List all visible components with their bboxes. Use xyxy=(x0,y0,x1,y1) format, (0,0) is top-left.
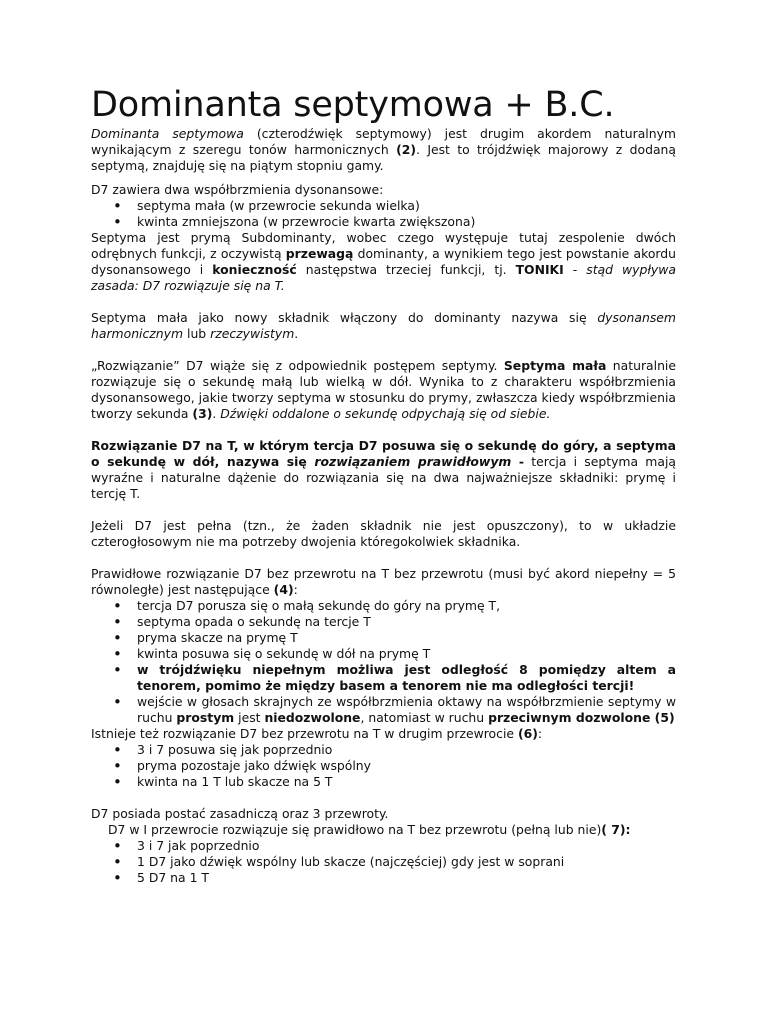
list-item: • 3 i 7 posuwa się jak poprzednio xyxy=(91,742,676,758)
list-item: • 1 D7 jako dźwięk wspólny lub skacze (najczęściej) gdy jest w soprani xyxy=(91,854,676,870)
list-item: • tercja D7 porusza się o małą sekundę do góry na prymę T, xyxy=(91,598,676,614)
correct-resolution-lead: Prawidłowe rozwiązanie D7 bez przewrotu na T bez przewrotu (musi być akord niepełny = 5 równoległe) jest następujące (4): xyxy=(91,566,676,597)
second-inversion-list xyxy=(91,742,676,790)
list-item: • 3 i 7 jak poprzednio xyxy=(91,838,676,854)
list-item: • pryma skacze na prymę T xyxy=(91,630,676,646)
subdominant-paragraph: Septyma jest prymą Subdominanty, wobec czego występuje tutaj zespolenie dwóch odrębnych funkcji, z oczywistą przewagą dominanty, a wynikiem tego jest powstanie akordu dysonansowego i konieczność następstwa trzeciej funkcji, tj. TONIKI - stąd wypływa zasada: D7 rozwiązuje się na T. xyxy=(91,230,676,293)
first-inversion-list xyxy=(91,838,676,886)
list-item: • 5 D7 na 1 T xyxy=(91,870,676,886)
page-title: Dominanta septymowa + B.C. xyxy=(91,85,615,125)
correct-resolution-list xyxy=(91,598,676,726)
first-inversion-line: D7 w I przewrocie rozwiązuje się prawidłowo na T bez przewrotu (pełną lub nie)( 7): xyxy=(108,822,631,837)
list-item: • septyma opada o sekundę na tercje T xyxy=(91,614,676,630)
list-item: • kwinta posuwa się o sekundę w dół na prymę T xyxy=(91,646,676,662)
list-item: • wejście w głosach skrajnych ze współbrzmienia oktawy na współbrzmienie septymy w ruchu prostym jest niedozwolone, natomiast w ruchu przeciwnym dozwolone (5) xyxy=(91,694,676,726)
intro-paragraph: Dominanta septymowa (czterodźwięk septymowy) jest drugim akordem naturalnym wynikającym z szeregu tonów harmonicznych (2). Jest to trójdźwięk majorowy z dodaną septymą, znajduję się na piątym stopniu gamy. xyxy=(91,126,676,173)
dissonance-list xyxy=(91,198,676,230)
list-item: • septyma mała (w przewrocie sekunda wielka) xyxy=(91,198,676,214)
harmonic-dissonance-paragraph: Septyma mała jako nowy składnik włączony do dominanty nazywa się dysonansem harmonicznym lub rzeczywistym. xyxy=(91,310,676,341)
full-chord-paragraph: Jeżeli D7 jest pełna (tzn., że żaden składnik nie jest opuszczony), to w układzie czterogłosowym nie ma potrzeby dwojenia któregokolwiek składnika. xyxy=(91,518,676,549)
second-inversion-lead: Istnieje też rozwiązanie D7 bez przewrotu na T w drugim przewrocie (6): xyxy=(91,726,543,741)
list-item: • pryma pozostaje jako dźwięk wspólny xyxy=(91,758,676,774)
inversions-lead: D7 posiada postać zasadniczą oraz 3 przewroty. xyxy=(91,806,389,821)
dissonance-lead: D7 zawiera dwa współbrzmienia dysonansowe: xyxy=(91,182,384,197)
list-item: • kwinta zmniejszona (w przewrocie kwarta zwiększona) xyxy=(91,214,676,230)
proper-resolution-paragraph: Rozwiązanie D7 na T, w którym tercja D7 posuwa się o sekundę do góry, a septyma o sekundę w dół, nazywa się rozwiązaniem prawidłowym - tercja i septyma mają wyraźne i naturalne dążenie do rozwiązania się na dwa najważniejsze składniki: prymę i tercję T. xyxy=(91,438,676,501)
list-item: • kwinta na 1 T lub skacze na 5 T xyxy=(91,774,676,790)
document-body xyxy=(91,84,676,886)
list-item: • w trójdźwięku niepełnym możliwa jest odległość 8 pomiędzy altem a tenorem, pomimo że między basem a tenorem nie ma odległości tercji! xyxy=(91,662,676,694)
resolution-paragraph: „Rozwiązanie” D7 wiąże się z odpowiednik postępem septymy. Septyma mała naturalnie rozwiązuje się o sekundę małą lub wielką w dół. Wynika to z charakteru współbrzmienia dysonansowego, jakie tworzy septyma w stosunku do prymy, zwłaszcza kiedy współbrzmienia tworzy sekunda (3). Dźwięki oddalone o sekundę odpychają się od siebie. xyxy=(91,358,676,421)
